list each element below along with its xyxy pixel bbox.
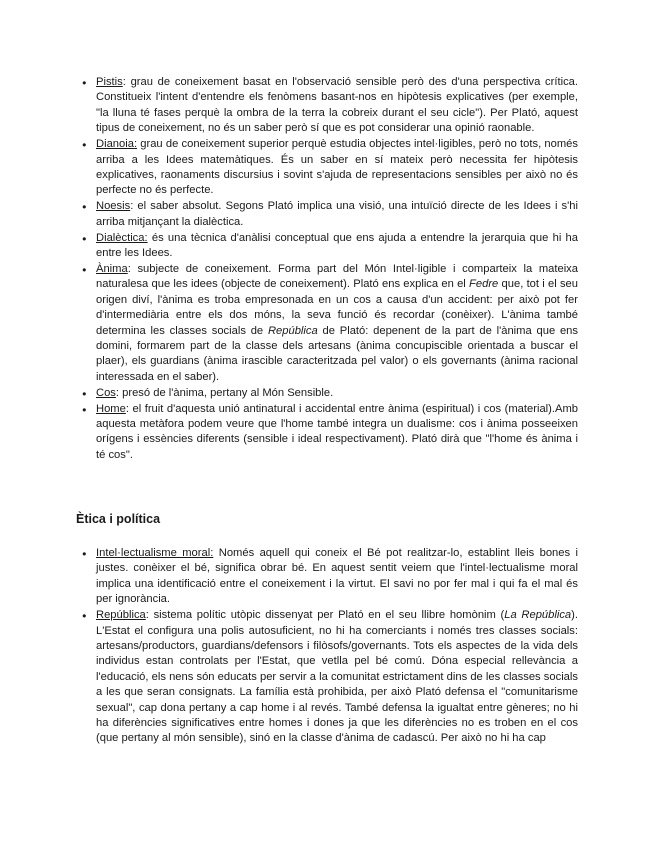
list-item-anima: ● Ànima: subjecte de coneixement. Forma part del Món Intel·ligible i comparteix la mateixa naturalesa que les idees (objecte de coneixement). Plató ens explica en el Fedre que, tot i el seu origen diví, l'ànima es troba empresonada en un cos a causa d'un accident: per això pot fer d'intermediària entre els dos móns, la seva funció és recordar (conèixer). L'ànima també determina les classes socials de República de Plató: depenent de la part de l'ànima que ens domini, formarem part de la classe dels artesans (ànima concupiscible orientada a buscar el plaer), els guardians (ànima irascible caracteritzada pel valor) o els governants (ànima racional interessada en el saber).	[96, 262, 578, 385]
list-item-pistis: ● Pistis: grau de coneixement basat en l'observació sensible però des d'una perspectiva crítica. Constitueix l'intent d'entendre els fenòmens basant-nos en hipòtesis explicatives (per exemple, "la lluna té fases perquè la ombra de la terra la cobreix durant el seu cicle"). Per Plató, aquest tipus de coneixement, no és un saber però sí que es pot considerar una opinió raonable.	[96, 75, 578, 137]
definition-republica: sistema polític utòpic dissenyat per Plató en el seu llibre homònim (	[148, 609, 505, 622]
term-cos: Cos	[96, 386, 116, 399]
term-anima: Ànima	[96, 262, 128, 275]
term-pistis: Pistis	[96, 76, 123, 88]
definition-cos: presó de l'ànima, pertany al Món Sensible.	[119, 386, 334, 399]
list-item-dialectica	[96, 231, 578, 262]
term-dianoia: Dianoia:	[96, 138, 138, 151]
term-home: Home	[96, 402, 126, 415]
definition-home: el fruit d'aquesta unió antinatural i accidental entre ànima (espiritual) i cos (material).Amb aquesta metàfora podem veure que l'home també integra un dualisme: cos i ànima posseeixen orígens i essències diferents (sensible i ideal respectivament). Plató dirà que "l'home és ànima i té cos".	[96, 402, 578, 461]
definition-dialectica: és una tècnica d'anàlisi conceptual que ens ajuda a entendre la jerarquia que hi ha entre les Idees.	[96, 231, 578, 259]
definition-noesis: el saber absolut. Segons Plató implica una visió, una intuïció directe de les Idees i s'hi arriba mitjançant la dialèctica.	[96, 200, 578, 228]
definition-dianoia: grau de coneixement superior perquè estudia objectes intel·ligibles, però no tots, només arriba a les Idees matemàtiques. És un saber en sí mateix però necessita fer hipòtesis explicatives, raonaments discursius i sovint s'ajuda de representacions sensibles per això no és perfecte no és perfecte.	[96, 138, 578, 197]
definition-intellectualisme: Només aquell qui coneix el Bé pot realitzar-lo, establint lleis bones i justes. conèixer el bé, significa obrar bé. En aquest sentit veiem que l'intel·lectualisme moral implica una identificació entre el coneixement i la virtut. El savi no por fer mal i qui fa el mal és per ignorància.	[96, 547, 578, 606]
definition-pistis: grau de coneixement basat en l'observació sensible però des d'una perspectiva crítica. Constitueix l'intent d'entendre els fenòmens basant-nos en hipòtesis explicatives (per exemple, "la lluna té fases perquè la ombra de la terra la cobreix durant el seu cicle"). Per Plató, aquest tipus de coneixement, no és un saber però sí que es pot considerar una opinió raonable.	[96, 76, 578, 135]
title-la-republica: La República	[504, 609, 572, 622]
title-republica: República	[267, 324, 318, 337]
definition-anima: subjecte de coneixement. Forma part del Món Intel·ligible i comparteix la mateixa naturalesa que les idees (objecte de coneixement). Plató ens explica en el	[96, 262, 578, 291]
list-item-intellectualisme	[96, 546, 578, 608]
term-dialectica: Dialèctica:	[96, 231, 148, 244]
section-heading: Ètica i política	[76, 512, 161, 526]
list-item-noesis: ● Noesis: el saber absolut. Segons Plató implica una visió, una intuïció directe de les Idees i s'hi arriba mitjançant la dialèctica.	[96, 199, 578, 230]
list-item-home: ● Home: el fruit d'aquesta unió antinatural i accidental entre ànima (espiritual) i cos (material).Amb aquesta metàfora podem veure que l'home també integra un dualisme: cos i ànima posseeixen orígens i essències diferents (sensible i ideal respectivament). Plató dirà que "l'home és ànima i té cos".	[96, 402, 578, 464]
title-fedre: Fedre	[469, 278, 499, 291]
list-item-cos: ● Cos: presó de l'ànima, pertany al Món Sensible.	[96, 386, 578, 401]
ethics-list	[96, 546, 578, 747]
term-republica: República	[96, 609, 146, 622]
term-intellectualisme: Intel·lectualisme moral:	[96, 547, 214, 559]
concept-list	[96, 75, 578, 464]
term-noesis: Noesis	[96, 200, 131, 213]
list-item-dianoia	[96, 137, 578, 199]
list-item-republica: ● República: sistema polític utòpic dissenyat per Plató en el seu llibre homònim (La República). L'Estat el configura una polis autosuficient, no hi ha comerciants i només tres classes socials: artesans/productors, guardians/defensors i filòsofs/governants. Tots els aspectes de la vida dels individus estan controlats per l'Estat, que vetlla pel bé comú. Dóna especial rellevància a l'educació, els nens són educats per servir a la comunitat estrictament dins de les classes socials a les que seran consignats. La família està prohibida, per això Plató defensa el "comunitarisme sexual", cap dona pertany a cap home i al revés. També defensa la igualtat entre gèneres; no hi ha diferències significatives entre homes i dones ja que les diferències no es troben en el cos (que pertany al món sensible), sinó en la classe d'ànima de cadascú. Per això no hi ha cap	[96, 608, 578, 747]
